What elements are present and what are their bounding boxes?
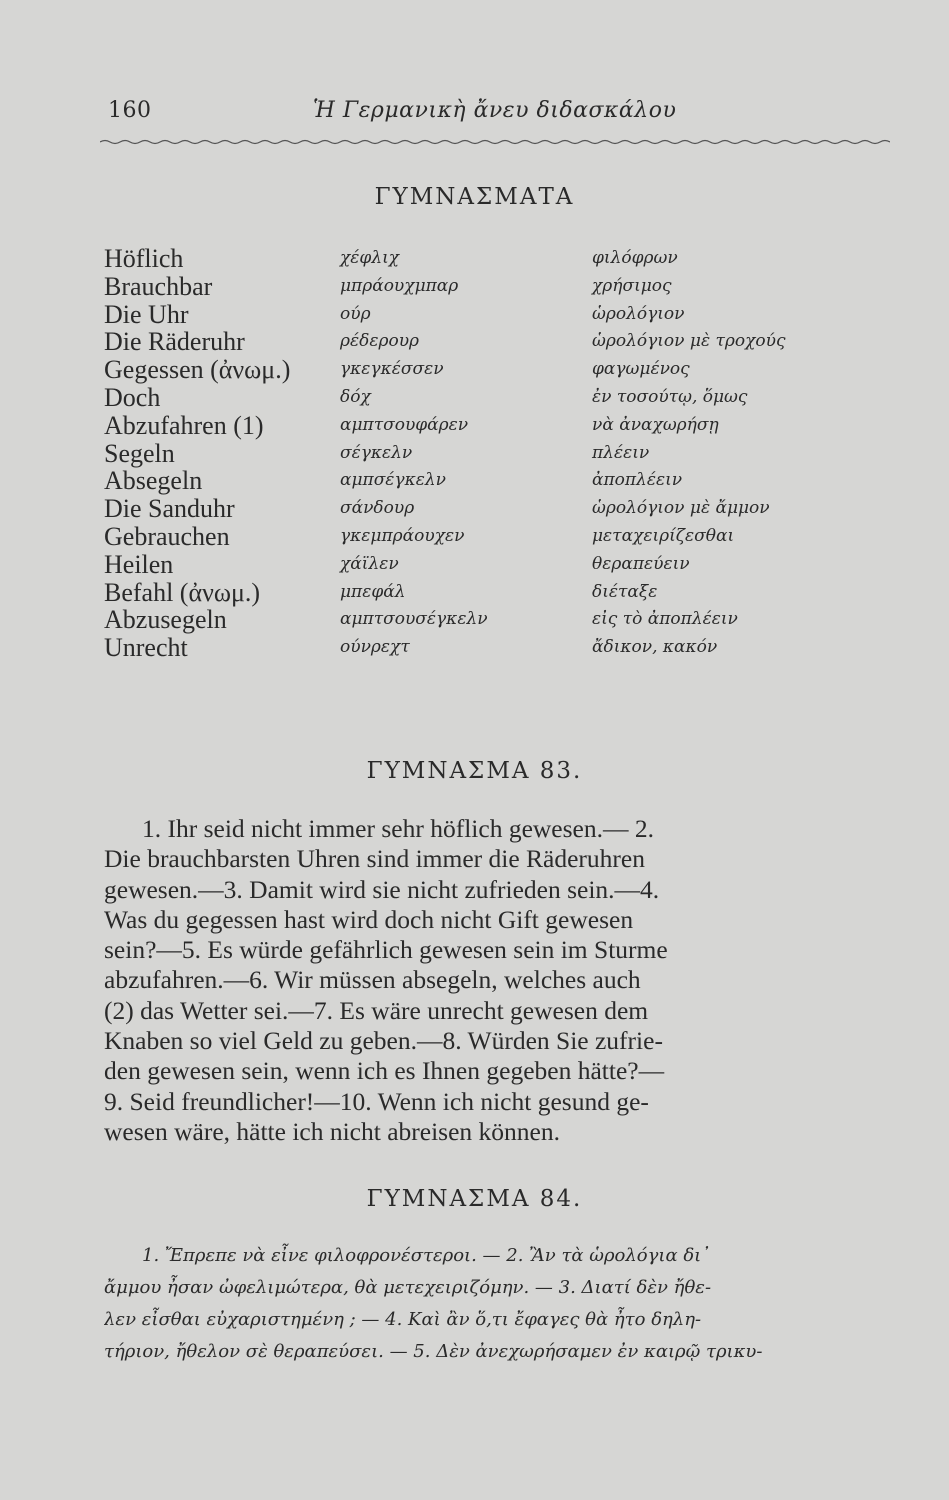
vocab-row (100, 466, 900, 494)
vocab-row (100, 355, 900, 383)
vocab-row (100, 300, 900, 328)
vocab-row (100, 439, 900, 467)
pronunciation: χέφλιχ (340, 248, 400, 268)
german-word: Gegessen (ἀνωμ.) (104, 355, 291, 385)
exercise-83-title: ΓΥΜΝΑΣΜΑ 83. (366, 758, 583, 784)
greek-meaning: φαγωμένος (592, 359, 690, 380)
vocab-row (100, 411, 900, 439)
greek-meaning: διέταξε (592, 581, 658, 602)
german-word: Die Räderuhr (104, 327, 245, 357)
pronunciation: γκεμπράουχεν (340, 525, 465, 546)
greek-meaning: ἀποπλέειν (592, 470, 683, 491)
german-word: Brauchbar (104, 271, 213, 301)
text-line: Was du gegessen hast wird doch nicht Gift gewesen (104, 904, 634, 934)
pronunciation: αμπτσουσέγκελν (340, 609, 488, 630)
text-line: ἄμμου ἦσαν ὠφελιμώτερα, θὰ μετεχειριζόμην. — 3. Διατί δὲν ἤθε- (104, 1277, 712, 1298)
text-line: wesen wäre, hätte ich nicht abreisen können. (104, 1116, 560, 1146)
text-line: 9. Seid freundlicher!—10. Wenn ich nicht gesund ge- (104, 1086, 649, 1116)
greek-meaning: ὡρολόγιον μὲ τροχούς (592, 331, 786, 352)
text-line: sein?—5. Es würde gefährlich gewesen sein im Sturme (104, 935, 668, 965)
german-word: Abzufahren (1) (104, 410, 264, 440)
pronunciation: μπράουχμπαρ (340, 275, 459, 296)
greek-meaning: ὡρολόγιον μὲ ἄμμον (592, 498, 770, 519)
vocab-table (100, 244, 900, 661)
pronunciation: αμπτσουφάρεν (340, 414, 469, 435)
text-line: (2) das Wetter sei.—7. Es wäre unrecht gewesen dem (104, 995, 649, 1025)
pronunciation: γκεγκέσσεν (340, 359, 444, 380)
greek-meaning: εἰς τὸ ἀποπλέειν (592, 609, 738, 630)
german-word: Heilen (104, 549, 174, 579)
vocab-row (100, 522, 900, 550)
pronunciation: ούρ (340, 303, 371, 324)
german-word: Absegeln (104, 466, 203, 496)
vocab-row (100, 383, 900, 411)
greek-meaning: ὡρολόγιον (592, 303, 685, 324)
header-rule (100, 138, 890, 146)
running-title: Ἡ Γερμανικὴ ἄνευ διδασκάλου (313, 98, 677, 123)
pronunciation: αμπσέγκελν (340, 470, 446, 491)
vocab-row (100, 633, 900, 661)
vocab-row (100, 550, 900, 578)
text-line: Die brauchbarsten Uhren sind immer die Räderuhren (104, 844, 645, 874)
exercise-84-title: ΓΥΜΝΑΣΜΑ 84. (366, 1186, 583, 1212)
german-word: Abzusegeln (104, 605, 227, 635)
text-line: 1. Ἔπρεπε νὰ εἶνε φιλοφρονέστεροι. — 2. Ἂν τὰ ὡρολόγια δι᾽ (142, 1245, 711, 1266)
german-word: Die Uhr (104, 299, 189, 329)
greek-meaning: ἄδικον, κακόν (592, 637, 718, 658)
vocab-row (100, 244, 900, 272)
vocab-row (100, 494, 900, 522)
greek-meaning: ἐν τοσούτῳ, ὅμως (592, 386, 748, 407)
pronunciation: σέγκελν (340, 442, 413, 463)
page-header (108, 98, 888, 138)
text-line: gewesen.—3. Damit wird sie nicht zufrieden sein.—4. (104, 874, 660, 904)
page-number: 160 (108, 98, 152, 123)
german-word: Gebrauchen (104, 521, 230, 551)
vocab-section-title: ΓΥΜΝΑΣΜΑΤΑ (374, 184, 575, 210)
text-line: 1. Ihr seid nicht immer sehr höflich gewesen.— 2. (142, 814, 654, 843)
text-line: λεν εἶσθαι εὐχαριστημένη ; — 4. Καὶ ἂν ὅ,τι ἔφαγες θὰ ἦτο δηλη- (104, 1309, 702, 1330)
text-line: den gewesen sein, wenn ich es Ihnen gegeben hätte?— (104, 1056, 665, 1086)
german-word: Doch (104, 382, 161, 412)
greek-meaning: νὰ ἀναχωρήσῃ (592, 414, 719, 435)
pronunciation: χάϊλεν (340, 553, 399, 574)
german-word: Unrecht (104, 633, 188, 663)
pronunciation: μπεφάλ (340, 581, 406, 602)
exercise-84-text (104, 1240, 894, 1368)
german-word: Höflich (104, 244, 184, 273)
german-word: Segeln (104, 438, 175, 468)
pronunciation: ούνρεχτ (340, 637, 410, 658)
pronunciation: δόχ (340, 386, 371, 407)
vocab-row (100, 272, 900, 300)
vocab-row (100, 327, 900, 355)
text-line: abzufahren.—6. Wir müssen absegeln, welches auch (104, 965, 641, 995)
vocab-row (100, 605, 900, 633)
text-line: τήριον, ἤθελον σὲ θεραπεύσει. — 5. Δὲν ἀνεχωρήσαμεν ἐν καιρῷ τρικυ- (104, 1341, 763, 1362)
exercise-83-text (104, 814, 894, 1147)
greek-meaning: θεραπεύειν (592, 553, 690, 574)
german-word: Die Sanduhr (104, 494, 235, 524)
pronunciation: ρέδερουρ (340, 331, 420, 352)
greek-meaning: χρήσιμος (592, 275, 672, 296)
greek-meaning: μεταχειρίζεσθαι (592, 525, 735, 546)
german-word: Befahl (ἀνωμ.) (104, 577, 261, 607)
greek-meaning: φιλόφρων (592, 248, 678, 268)
greek-meaning: πλέειν (592, 442, 650, 463)
text-line: Knaben so viel Geld zu geben.—8. Würden Sie zufrie- (104, 1026, 663, 1056)
vocab-row (100, 578, 900, 606)
pronunciation: σάνδουρ (340, 498, 415, 519)
